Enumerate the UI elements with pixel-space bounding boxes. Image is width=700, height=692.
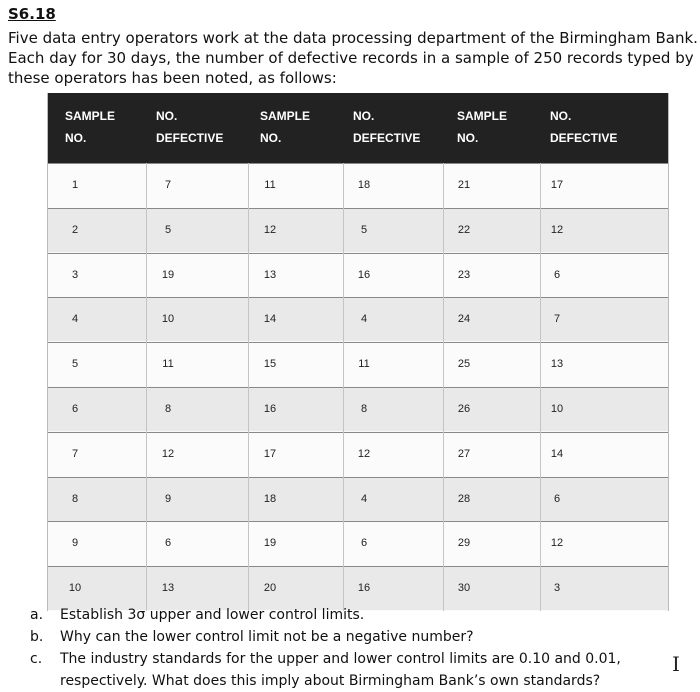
- defective-count-cell: 6: [360, 537, 368, 550]
- sample-no-cell: 25: [457, 358, 471, 371]
- table-row: [48, 521, 668, 565]
- question-label: b.: [30, 629, 44, 645]
- defective-count-cell: 4: [360, 492, 368, 505]
- header-defective-2: [353, 93, 420, 163]
- question-text: Establish 3σ upper and lower control limits.: [60, 607, 365, 623]
- defective-count-cell: 13: [550, 358, 564, 371]
- question-text: Why can the lower control limit not be a negative number?: [60, 629, 474, 645]
- header-line: NO.: [550, 109, 572, 123]
- defective-count-cell: 7: [164, 179, 172, 191]
- sample-no-cell: 11: [264, 179, 276, 191]
- sample-no-cell: 16: [263, 403, 277, 415]
- sample-no-cell: 8: [71, 492, 79, 505]
- column-divider: [248, 163, 249, 611]
- intro-line: Each day for 30 days, the number of defective records in a sample of 250 records typed by: [8, 49, 694, 67]
- sample-no-cell: 5: [71, 358, 79, 371]
- question-label: a.: [30, 607, 44, 623]
- header-line: DEFECTIVE: [353, 131, 421, 145]
- table-row: [48, 163, 668, 207]
- sample-no-cell: 2: [71, 223, 79, 236]
- defective-count-cell: 6: [164, 537, 172, 550]
- sample-no-cell: 26: [457, 403, 471, 415]
- defective-count-cell: 9: [164, 492, 172, 505]
- sample-no-cell: 9: [71, 537, 79, 550]
- sample-no-cell: 21: [457, 179, 471, 191]
- defective-count-cell: 18: [357, 179, 371, 191]
- header-line: NO.: [260, 131, 282, 145]
- sample-no-cell: 18: [263, 492, 277, 505]
- column-divider: [146, 163, 147, 611]
- defective-count-cell: 11: [358, 358, 370, 371]
- table-row: [48, 477, 668, 521]
- sample-no-cell: 23: [457, 268, 471, 281]
- header-line: SAMPLE: [65, 109, 116, 123]
- sample-no-cell: 30: [457, 582, 471, 595]
- defective-count-cell: 8: [164, 403, 172, 415]
- questions-list: [30, 604, 670, 692]
- question-text: respectively. What does this imply about Birmingham Bank’s own standards?: [60, 673, 601, 689]
- text-cursor-icon: I: [672, 652, 680, 676]
- table-row: [48, 342, 668, 386]
- intro-line: these operators has been noted, as follows:: [8, 69, 337, 87]
- header-line: NO.: [457, 131, 479, 145]
- defective-count-cell: 12: [161, 447, 175, 460]
- defective-count-cell: 3: [553, 582, 561, 595]
- defective-count-cell: 14: [550, 447, 564, 460]
- header-line: DEFECTIVE: [550, 131, 618, 145]
- table-row: [48, 253, 668, 297]
- sample-no-cell: 14: [263, 313, 277, 326]
- sample-no-cell: 17: [263, 447, 277, 460]
- sample-no-cell: 10: [68, 582, 82, 595]
- sample-no-cell: 4: [71, 313, 79, 326]
- defective-count-cell: 12: [357, 447, 371, 460]
- defective-count-cell: 6: [553, 492, 561, 505]
- column-divider: [443, 163, 444, 611]
- defective-count-cell: 4: [360, 313, 368, 326]
- sample-no-cell: 13: [263, 268, 277, 281]
- header-line: NO.: [65, 131, 87, 145]
- header-line: NO.: [353, 109, 375, 123]
- header-line: SAMPLE: [457, 109, 508, 123]
- sample-no-cell: 24: [457, 313, 471, 326]
- table-row: [48, 432, 668, 476]
- defective-count-cell: 10: [550, 403, 564, 415]
- defective-count-cell: 10: [161, 313, 175, 326]
- table-header: [48, 93, 668, 163]
- header-line: NO.: [156, 109, 178, 123]
- defective-count-cell: 19: [161, 268, 175, 281]
- sample-no-cell: 28: [457, 492, 471, 505]
- header-sample-no-2: [260, 93, 310, 163]
- header-sample-no-3: [457, 93, 507, 163]
- problem-intro: [8, 28, 698, 88]
- defective-count-cell: 16: [357, 268, 371, 281]
- table-row: [48, 297, 668, 341]
- defective-count-cell: 12: [550, 537, 564, 550]
- table-row: [48, 387, 668, 431]
- sample-no-cell: 6: [71, 403, 79, 415]
- defective-count-cell: 8: [360, 403, 368, 415]
- problem-number: S6.18: [8, 5, 56, 23]
- question-label: c.: [30, 651, 43, 667]
- intro-line: Five data entry operators work at the data processing department of the Birmingham Bank.: [8, 29, 698, 47]
- sample-no-cell: 20: [263, 582, 277, 595]
- sample-no-cell: 29: [457, 537, 471, 550]
- defective-count-cell: 5: [164, 223, 172, 236]
- question-c: [30, 648, 670, 692]
- sample-no-cell: 7: [71, 447, 79, 460]
- sample-no-cell: 12: [263, 223, 277, 236]
- sample-no-cell: 19: [263, 537, 277, 550]
- sample-no-cell: 3: [71, 268, 79, 281]
- sample-no-cell: 1: [71, 179, 79, 191]
- defective-count-cell: 7: [553, 313, 561, 326]
- header-defective-3: [550, 93, 617, 163]
- sample-no-cell: 27: [457, 447, 471, 460]
- defective-count-cell: 16: [357, 582, 371, 595]
- header-defective-1: [156, 93, 223, 163]
- header-sample-no-1: [65, 93, 115, 163]
- defective-count-cell: 6: [553, 268, 561, 281]
- question-b: [30, 626, 670, 648]
- defective-count-cell: 12: [550, 223, 564, 236]
- defects-table: [47, 93, 669, 611]
- column-divider: [343, 163, 344, 611]
- column-divider: [540, 163, 541, 611]
- header-line: SAMPLE: [260, 109, 311, 123]
- sample-no-cell: 22: [457, 223, 471, 236]
- header-line: DEFECTIVE: [156, 131, 224, 145]
- defective-count-cell: 11: [162, 358, 174, 371]
- question-text: The industry standards for the upper and lower control limits are 0.10 and 0.01,: [60, 651, 621, 667]
- table-row: [48, 208, 668, 252]
- defective-count-cell: 5: [360, 223, 368, 236]
- question-a: [30, 604, 670, 626]
- defective-count-cell: 17: [550, 179, 564, 191]
- sample-no-cell: 15: [263, 358, 277, 371]
- defective-count-cell: 13: [161, 582, 175, 595]
